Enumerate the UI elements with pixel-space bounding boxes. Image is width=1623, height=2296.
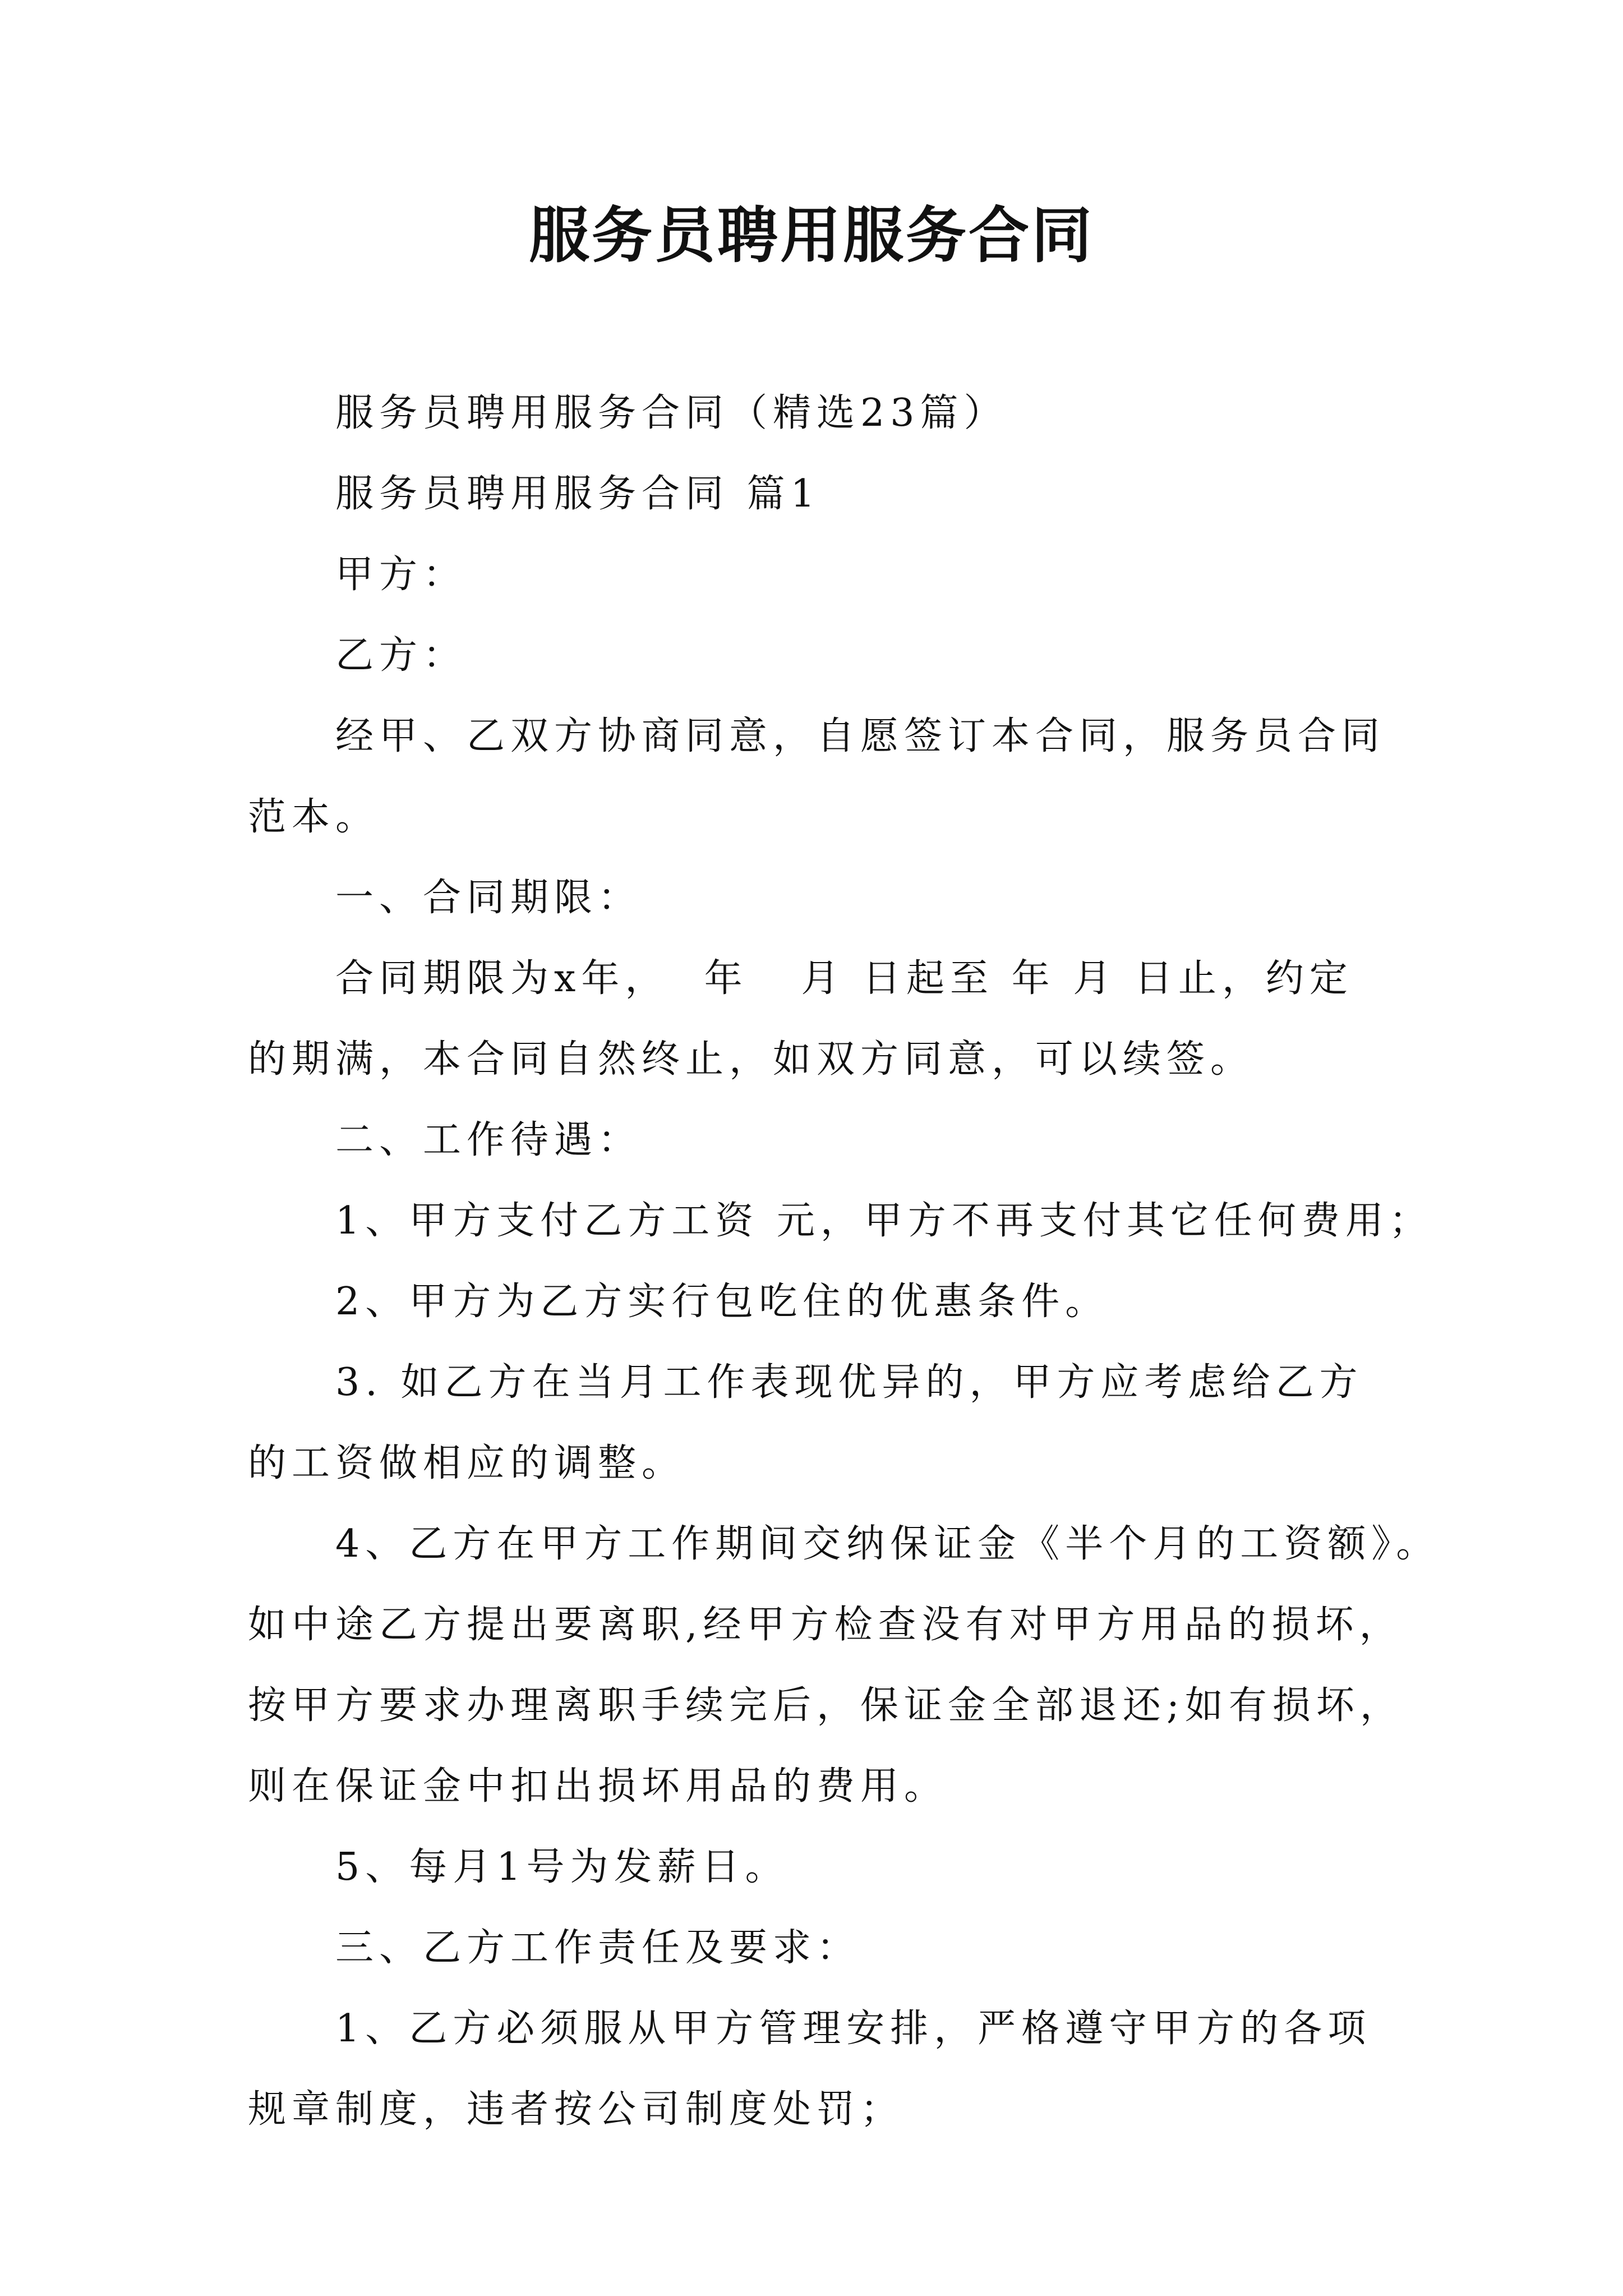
document-title: 服务员聘用服务合同 [528,200,1094,271]
paragraph-line: 的期满，本合同自然终止，如双方同意，可以续签。 [248,1037,1255,1082]
section-heading: 二、工作待遇： [335,1118,642,1162]
section-heading: 一、合同期限： [335,876,642,920]
paragraph-line: 乙方： [335,633,467,678]
paragraph-line: 甲方： [335,553,467,597]
paragraph-line: 2、甲方为乙方实行包吃住的优惠条件。 [335,1280,1109,1324]
paragraph-line: 4、乙方在甲方工作期间交纳保证金《半个月的工资额》。 [335,1522,1440,1566]
paragraph-line: 如中途乙方提出要离职,经甲方检查没有对甲方用品的损坏， [248,1603,1403,1647]
section-heading: 三、乙方工作责任及要求： [335,1926,861,1970]
paragraph-line: 规章制度，违者按公司制度处罚； [248,2087,905,2132]
paragraph-line: 5、每月1号为发薪日。 [335,1845,789,1889]
paragraph-line: 1、甲方支付乙方工资 元，甲方不再支付其它任何费用； [335,1199,1433,1243]
paragraph-line: 服务员聘用服务合同（精选23篇） [335,391,1008,435]
document-body [248,373,1440,2150]
paragraph-line: 3. 如乙方在当月工作表现优异的，甲方应考虑给乙方 [335,1360,1363,1405]
paragraph-line: 则在保证金中扣出损坏用品的费用。 [248,1764,948,1809]
paragraph-line: 合同期限为x年， 年 月 日起至 年 月 日止，约定 [335,956,1353,1001]
paragraph-line: 的工资做相应的调整。 [248,1441,686,1485]
paragraph-line: 经甲、乙双方协商同意，自愿签订本合同，服务员合同 [335,714,1386,758]
paragraph-line: 范本。 [248,795,380,839]
paragraph-line: 1、乙方必须服从甲方管理安排，严格遵守甲方的各项 [335,2007,1372,2051]
paragraph-line: 按甲方要求办理离职手续完后，保证金全部退还;如有损坏， [248,1683,1404,1728]
paragraph-line: 服务员聘用服务合同 篇1 [335,472,820,516]
